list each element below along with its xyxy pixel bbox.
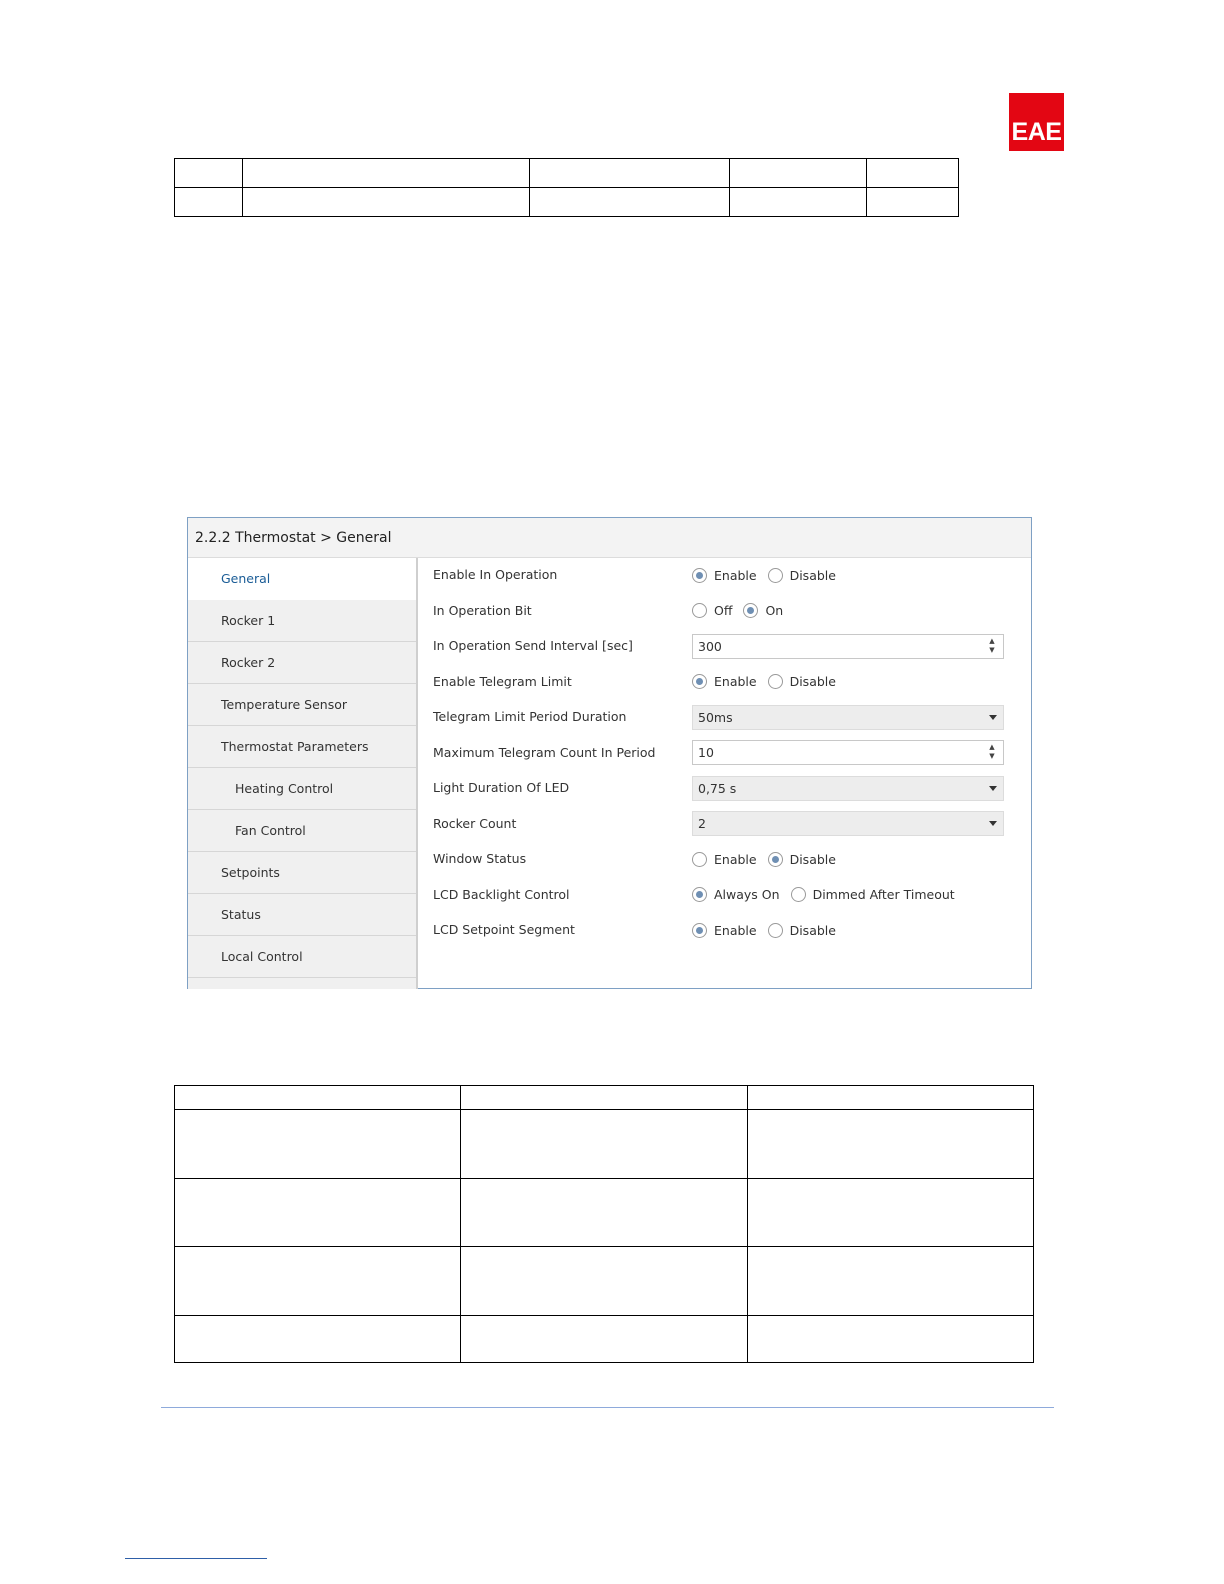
param-control-in-operation-send-interval-sec bbox=[692, 634, 1004, 659]
radio-dimmed-after-timeout[interactable] bbox=[791, 887, 806, 902]
table-cell bbox=[530, 188, 730, 217]
table-cell bbox=[175, 1316, 461, 1363]
panel-title: 2.2.2 Thermostat > General bbox=[188, 518, 1031, 558]
table-row bbox=[175, 1179, 1034, 1247]
param-label-enable-telegram-limit: Enable Telegram Limit bbox=[433, 673, 572, 689]
radio-label-enable[interactable]: Enable bbox=[714, 851, 757, 867]
param-label-in-operation-bit: In Operation Bit bbox=[433, 602, 532, 618]
param-control-enable-in-operation bbox=[692, 563, 847, 588]
param-label-rocker-count: Rocker Count bbox=[433, 815, 517, 831]
table-cell bbox=[461, 1316, 748, 1363]
logo-text: EAE bbox=[1011, 118, 1062, 146]
table-cell bbox=[748, 1086, 1034, 1110]
param-control-in-operation-bit bbox=[692, 598, 794, 623]
param-control-rocker-count bbox=[692, 811, 1004, 836]
radio-label-disable[interactable]: Disable bbox=[789, 922, 836, 938]
param-control-telegram-limit-period-duration bbox=[692, 705, 1004, 730]
param-control-lcd-backlight-control bbox=[692, 882, 966, 907]
table-cell bbox=[175, 1179, 461, 1247]
field-value: 0,75 s bbox=[698, 780, 737, 796]
footer-link-underline bbox=[125, 1558, 267, 1559]
table-cell bbox=[175, 1110, 461, 1179]
sidebar-item-rocker-1[interactable]: Rocker 1 bbox=[188, 600, 416, 642]
radio-disable[interactable] bbox=[768, 923, 783, 938]
table-cell bbox=[748, 1179, 1034, 1247]
table-cell bbox=[175, 1086, 461, 1110]
spin-input[interactable] bbox=[692, 634, 1004, 659]
param-label-light-duration-of-led: Light Duration Of LED bbox=[433, 780, 570, 795]
table-row bbox=[175, 1086, 1034, 1110]
spinner-arrows[interactable] bbox=[987, 743, 997, 762]
sidebar-item-general[interactable]: General bbox=[188, 558, 418, 600]
sidebar-item-temperature-sensor[interactable]: Temperature Sensor bbox=[188, 684, 416, 726]
field-value: 300 bbox=[698, 638, 722, 654]
param-label-lcd-setpoint-segment: LCD Setpoint Segment bbox=[433, 922, 575, 937]
eae-logo bbox=[1009, 93, 1064, 151]
param-label-window-status: Window Status bbox=[433, 851, 527, 866]
table-cell bbox=[748, 1247, 1034, 1316]
sidebar-item-heating-control[interactable]: Heating Control bbox=[188, 768, 416, 810]
radio-label-enable[interactable]: Enable bbox=[714, 674, 757, 689]
table-cell bbox=[867, 188, 959, 217]
table-cell bbox=[461, 1086, 748, 1110]
radio-disable[interactable] bbox=[768, 852, 783, 867]
sidebar-item-rocker-2[interactable]: Rocker 2 bbox=[188, 642, 416, 684]
table-row bbox=[175, 1110, 1034, 1179]
table-cell bbox=[730, 159, 867, 188]
radio-label-disable[interactable]: Disable bbox=[789, 851, 836, 867]
top-table bbox=[174, 158, 959, 217]
spin-input[interactable] bbox=[692, 740, 1004, 765]
radio-label-always-on[interactable]: Always On bbox=[714, 887, 780, 902]
param-control-maximum-telegram-count-in-period bbox=[692, 740, 1004, 765]
param-label-lcd-backlight-control: LCD Backlight Control bbox=[433, 886, 570, 902]
table-cell bbox=[175, 159, 243, 188]
bottom-table bbox=[174, 1085, 1034, 1363]
spin-up-icon[interactable]: ▲ bbox=[989, 636, 995, 645]
radio-always-on[interactable] bbox=[692, 887, 707, 902]
table-cell bbox=[730, 188, 867, 217]
param-control-window-status bbox=[692, 847, 847, 872]
chevron-down-icon[interactable] bbox=[989, 715, 997, 720]
param-control-enable-telegram-limit bbox=[692, 669, 847, 694]
radio-disable[interactable] bbox=[768, 568, 783, 583]
spinner-arrows[interactable] bbox=[987, 637, 997, 656]
table-cell bbox=[243, 159, 530, 188]
param-label-maximum-telegram-count-in-period: Maximum Telegram Count In Period bbox=[433, 744, 656, 760]
radio-enable[interactable] bbox=[692, 568, 707, 583]
radio-label-on[interactable]: On bbox=[765, 603, 784, 618]
parameter-nav bbox=[188, 558, 418, 989]
field-value: 2 bbox=[698, 816, 706, 831]
radio-disable[interactable] bbox=[768, 674, 783, 689]
param-label-enable-in-operation: Enable In Operation bbox=[433, 567, 558, 582]
table-cell bbox=[175, 1247, 461, 1316]
table-cell bbox=[748, 1316, 1034, 1363]
table-row bbox=[175, 159, 959, 188]
param-label-in-operation-send-interval-sec: In Operation Send Interval [sec] bbox=[433, 638, 633, 653]
table-cell bbox=[243, 188, 530, 217]
radio-enable[interactable] bbox=[692, 852, 707, 867]
radio-off[interactable] bbox=[692, 603, 707, 618]
dropdown-select[interactable] bbox=[692, 811, 1004, 836]
field-value: 10 bbox=[698, 745, 714, 760]
sidebar-item-setpoints[interactable]: Setpoints bbox=[188, 852, 416, 894]
param-control-lcd-setpoint-segment bbox=[692, 918, 847, 943]
table-cell bbox=[461, 1247, 748, 1316]
radio-label-dimmed-after-timeout[interactable]: Dimmed After Timeout bbox=[812, 887, 955, 902]
radio-label-disable[interactable]: Disable bbox=[789, 674, 836, 689]
table-cell bbox=[175, 188, 243, 217]
sidebar-item-local-control[interactable]: Local Control bbox=[188, 936, 416, 978]
sidebar-item-status[interactable]: Status bbox=[188, 894, 416, 936]
radio-on[interactable] bbox=[743, 603, 758, 618]
radio-label-enable[interactable]: Enable bbox=[714, 922, 757, 938]
spin-down-icon[interactable]: ▼ bbox=[989, 645, 995, 654]
sidebar-item-fan-control[interactable]: Fan Control bbox=[188, 810, 416, 852]
chevron-down-icon[interactable] bbox=[989, 786, 997, 791]
ets-parameter-panel bbox=[187, 517, 1032, 989]
table-row bbox=[175, 1247, 1034, 1316]
table-cell bbox=[748, 1110, 1034, 1179]
sidebar-item-thermostat-parameters[interactable]: Thermostat Parameters bbox=[188, 726, 416, 768]
spin-down-icon[interactable]: ▼ bbox=[989, 752, 995, 760]
radio-label-enable[interactable]: Enable bbox=[714, 567, 757, 583]
param-label-telegram-limit-period-duration: Telegram Limit Period Duration bbox=[433, 709, 627, 724]
table-cell bbox=[867, 159, 959, 188]
radio-enable[interactable] bbox=[692, 674, 707, 689]
radio-label-off[interactable]: Off bbox=[714, 603, 733, 618]
field-value: 50ms bbox=[698, 709, 733, 725]
table-row bbox=[175, 1316, 1034, 1363]
table-cell bbox=[461, 1179, 748, 1247]
radio-label-disable[interactable]: Disable bbox=[789, 567, 836, 583]
param-control-light-duration-of-led bbox=[692, 776, 1004, 801]
footer-divider bbox=[161, 1407, 1054, 1408]
dropdown-select[interactable] bbox=[692, 705, 1004, 730]
radio-enable[interactable] bbox=[692, 923, 707, 938]
table-cell bbox=[461, 1110, 748, 1179]
chevron-down-icon[interactable] bbox=[989, 821, 997, 826]
table-cell bbox=[530, 159, 730, 188]
table-row bbox=[175, 188, 959, 217]
spin-up-icon[interactable]: ▲ bbox=[989, 743, 995, 751]
dropdown-select[interactable] bbox=[692, 776, 1004, 801]
